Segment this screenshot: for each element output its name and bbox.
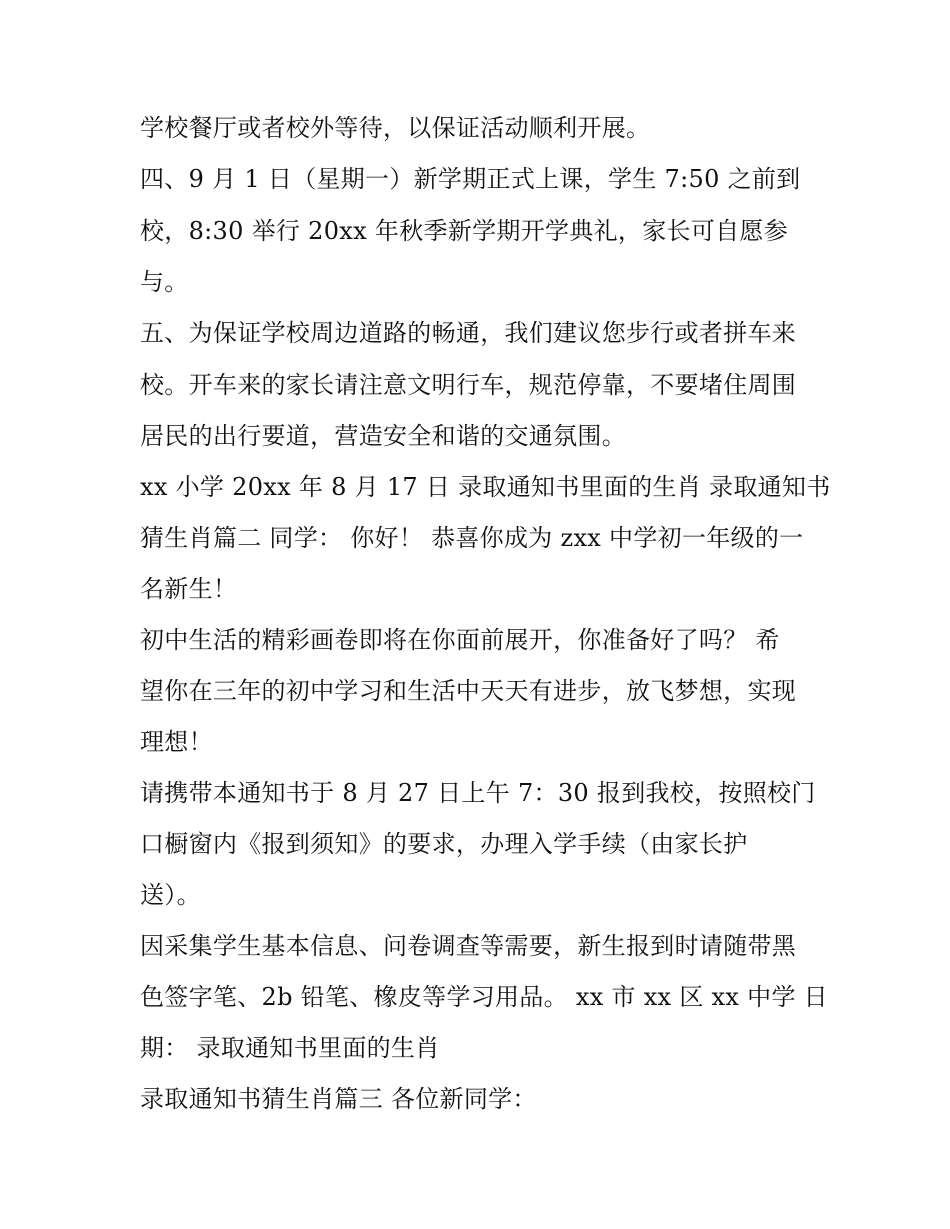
text-line: 校。开车来的家长请注意文明行车，规范停靠，不要堵住周围 — [140, 371, 797, 399]
text-line: 猜生肖篇二 同学： 你好！ 恭喜你成为 zxx 中学初一年级的一 — [140, 524, 804, 552]
text-line: 色签字笔、2b 铅笔、橡皮等学习用品。 xx 市 xx 区 xx 中学 日 — [140, 983, 828, 1011]
text-line: 录取通知书猜生肖篇三 各位新同学： — [140, 1085, 537, 1113]
text-line: 五、为保证学校周边道路的畅通，我们建议您步行或者拼车来 — [140, 319, 797, 347]
text-line: 理想！ — [140, 728, 213, 756]
text-line: 初中生活的精彩画卷即将在你面前展开，你准备好了吗？ 希 — [140, 626, 780, 654]
text-line: 因采集学生基本信息、问卷调查等需要，新生报到时请随带黑 — [140, 932, 797, 960]
text-line: 口橱窗内《报到须知》的要求，办理入学手续（由家长护 — [140, 830, 748, 858]
text-line: 名新生！ — [140, 575, 238, 603]
text-line: 送）。 — [140, 881, 201, 909]
text-line: 学校餐厅或者校外等待，以保证活动顺利开展。 — [140, 114, 651, 142]
text-line: 与。 — [140, 268, 189, 296]
text-line: 望你在三年的初中学习和生活中天天有进步，放飞梦想，实现 — [140, 677, 797, 705]
text-line: 期： 录取通知书里面的生肖 — [140, 1034, 440, 1062]
text-line: 居民的出行要道，营造安全和谐的交通氛围。 — [140, 422, 626, 450]
text-line: 校，8:30 举行 20xx 年秋季新学期开学典礼，家长可自愿参 — [140, 217, 788, 245]
text-line: 请携带本通知书于 8 月 27 日上午 7：30 报到我校，按照校门 — [140, 779, 816, 807]
text-line: xx 小学 20xx 年 8 月 17 日 录取通知书里面的生肖 录取通知书 — [140, 473, 831, 501]
text-line: 四、9 月 1 日（星期一）新学期正式上课，学生 7:50 之前到 — [140, 165, 801, 193]
